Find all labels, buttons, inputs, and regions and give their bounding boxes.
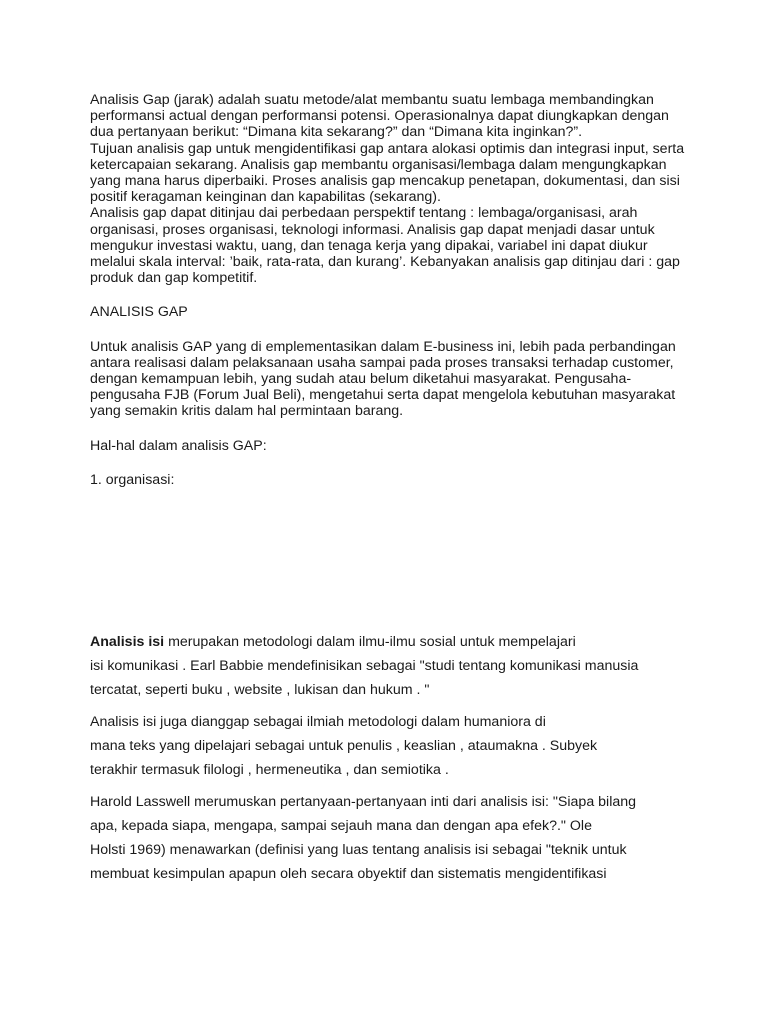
text-line: membuat kesimpulan apapun oleh secara obyektif dan sistematis mengidentifikasi — [90, 866, 607, 882]
text-line: Harold Lasswell merumuskan pertanyaan-pertanyaan inti dari analisis isi: "Siapa bilang — [90, 794, 637, 810]
text-line: Analisis isi juga dianggap sebagai ilmiah metodologi dalam humaniora di — [90, 714, 546, 730]
section-heading: ANALISIS GAP — [90, 304, 188, 321]
bold-term: Analisis isi — [90, 634, 165, 650]
paragraph-gap-definition: Analisis Gap (jarak) adalah suatu metode/alat membantu suatu lembaga membandingkan performansi actual dengan performansi potensi. Operasionalnya dapat diungkapkan dengan dua pertanyaan berikut: “Dimana kita sekarang?” dan “Dimana kita inginkan?”. — [90, 92, 669, 141]
text-line: tercatat, seperti buku , website , lukisan dan hukum . " — [90, 682, 430, 698]
list-title: Hal-hal dalam analisis GAP: — [90, 437, 267, 454]
paragraph-content-analysis-definition — [90, 630, 690, 702]
paragraph-content-analysis-lasswell — [90, 790, 690, 886]
text-line: terakhir termasuk filologi , hermeneutika , dan semiotika . — [90, 762, 449, 778]
paragraph-gap-ebusiness: Untuk analisis GAP yang di emplementasikan dalam E-business ini, lebih pada perbandingan antara realisasi dalam pelaksanaan usaha sampai pada proses transaksi terhadap customer, dengan kemampuan lebih, yang sudah atau belum diketahui masyarakat. Pengusaha-pengusaha FJB (Forum Jual Beli), mengetahui serta dapat mengelola kebutuhan masyarakat yang semakin kritis dalam hal permintaan barang. — [90, 338, 676, 420]
text-line: merupakan metodologi dalam ilmu-ilmu sosial untuk mempelajari — [164, 634, 576, 650]
paragraph-content-analysis-humanities — [90, 710, 690, 782]
text-line: isi komunikasi . Earl Babbie mendefinisikan sebagai "studi tentang komunikasi manusia — [90, 658, 639, 674]
text-line: mana teks yang dipelajari sebagai untuk penulis , keaslian , ataumakna . Subyek — [90, 738, 598, 754]
paragraph-gap-perspective: Analisis gap dapat ditinjau dai perbedaan perspektif tentang : lembaga/organisasi, arah organisasi, proses organisasi, teknologi informasi. Analisis gap dapat menjadi dasar untuk mengukur investasi waktu, uang, dan tenaga kerja yang dipakai, variabel ini dapat diukur melalui skala interval: ’baik, rata-rata, dan kurang’. Kebanyakan analisis gap ditinjau dari : gap produk dan gap kompetitif. — [90, 205, 680, 287]
gap-definition-block — [90, 92, 690, 286]
document-section-content-analysis — [90, 630, 690, 894]
text-line: Holsti 1969) menawarkan (definisi yang luas tentang analisis isi sebagai "teknik untuk — [90, 842, 627, 858]
text-line: apa, kepada siapa, mengapa, sampai sejauh mana dan dengan apa efek?." Ole — [90, 818, 592, 834]
document-section-gap — [90, 92, 690, 488]
list-item-organisasi: 1. organisasi: — [90, 471, 175, 488]
paragraph-gap-purpose: Tujuan analisis gap untuk mengidentifikasi gap antara alokasi optimis dan integrasi input, serta ketercapaian sekarang. Analisis gap membantu organisasi/lembaga dalam mengungkapkan yang mana harus diperbaiki. Proses analisis gap mencakup penetapan, dokumentasi, dan sisi positif keragaman keinginan dan kapabilitas (sekarang). — [90, 140, 685, 206]
